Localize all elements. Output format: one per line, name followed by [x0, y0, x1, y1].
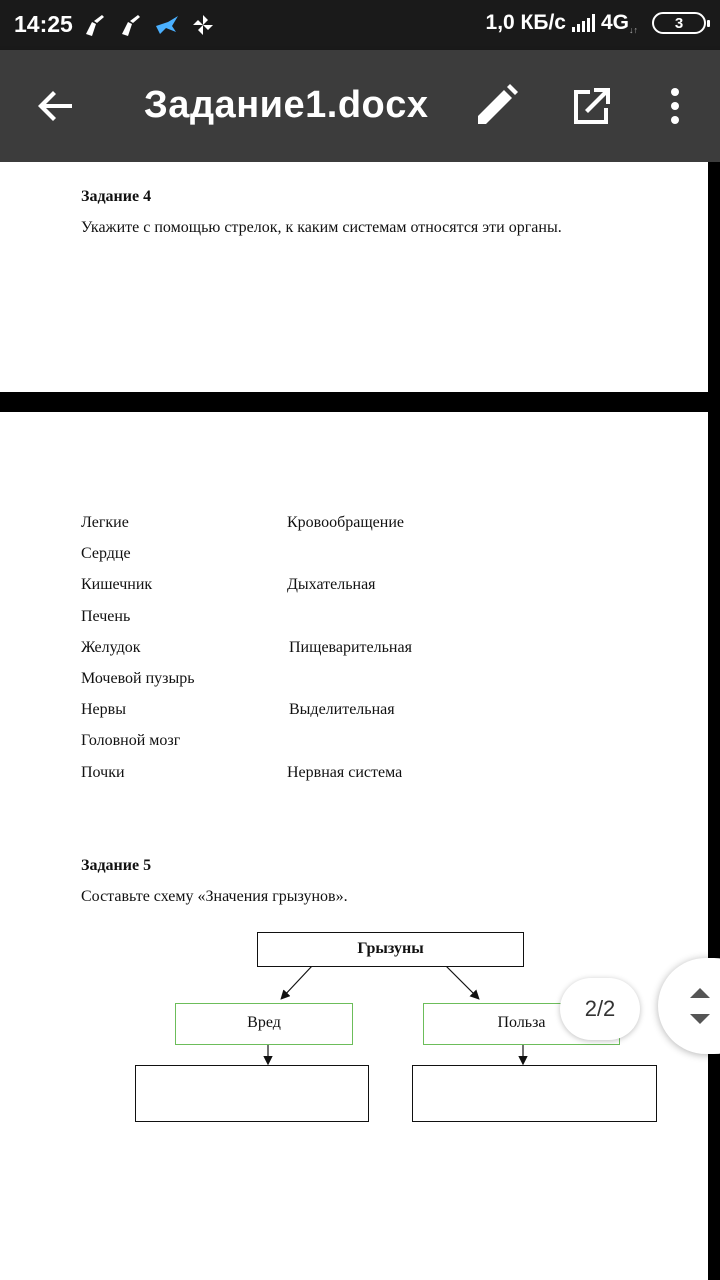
open-in-new-icon[interactable]	[570, 84, 614, 128]
document-page-1	[0, 162, 708, 392]
cleaner-icon	[82, 12, 108, 38]
battery-icon	[652, 12, 706, 34]
page-indicator-label: 2/2	[584, 996, 616, 1021]
diagram-benefit-answer-box[interactable]	[412, 1065, 657, 1122]
system-item: Выделительная	[289, 701, 395, 718]
diagram-harm-answer-box[interactable]	[135, 1065, 369, 1122]
network-speed: 1,0 КБ/с	[485, 11, 566, 34]
arrow-back-icon[interactable]	[36, 86, 76, 126]
cleaner-icon	[118, 12, 144, 38]
system-item: Нервная система	[287, 764, 403, 781]
document-title: Задание1.docx	[144, 84, 429, 126]
signal-icon	[572, 14, 595, 32]
diagram-benefit-label: Польза	[497, 1014, 546, 1031]
bird-icon	[154, 12, 180, 38]
more-vert-icon[interactable]	[660, 84, 690, 128]
status-right	[486, 11, 706, 35]
organ-item: Кишечник	[81, 576, 153, 593]
diagram-root-label: Грызуны	[357, 940, 424, 957]
network-type: 4G↓↑	[600, 11, 638, 35]
diagram-harm-label: Вред	[247, 1014, 281, 1031]
arrow-to-harm	[282, 966, 312, 998]
task5-heading: Задание 5	[81, 857, 152, 874]
arrow-to-benefit	[446, 966, 478, 998]
organ-item: Легкие	[81, 514, 129, 531]
notification-icons	[82, 12, 216, 38]
battery-level: 3	[674, 14, 684, 32]
diagram-harm-box	[175, 1003, 353, 1045]
organ-item: Желудок	[81, 639, 141, 656]
organ-item: Мочевой пузырь	[81, 670, 195, 687]
task5-instruction: Составьте схему «Значения грызунов».	[81, 888, 348, 905]
organ-item: Печень	[81, 608, 131, 625]
system-item: Кровообращение	[287, 514, 405, 531]
status-bar	[0, 0, 720, 50]
pinwheel-icon	[190, 12, 216, 38]
page-indicator	[560, 978, 640, 1040]
organ-item: Сердце	[81, 545, 131, 562]
organ-item: Головной мозг	[81, 732, 181, 749]
diagram-arrows	[0, 412, 708, 1280]
status-time: 14:25	[14, 11, 73, 37]
organ-item: Почки	[81, 764, 125, 781]
system-item: Дыхательная	[287, 576, 376, 593]
scroll-arrows-icon	[688, 986, 712, 1026]
system-item: Пищеварительная	[289, 639, 412, 656]
document-page-2	[0, 412, 708, 1280]
task4-heading: Задание 4	[81, 188, 152, 205]
app-bar	[0, 50, 720, 162]
organ-item: Нервы	[81, 701, 126, 718]
pencil-icon[interactable]	[474, 84, 518, 128]
task4-instruction: Укажите с помощью стрелок, к каким системам относятся эти органы.	[81, 219, 562, 236]
diagram-root-box	[257, 932, 524, 967]
